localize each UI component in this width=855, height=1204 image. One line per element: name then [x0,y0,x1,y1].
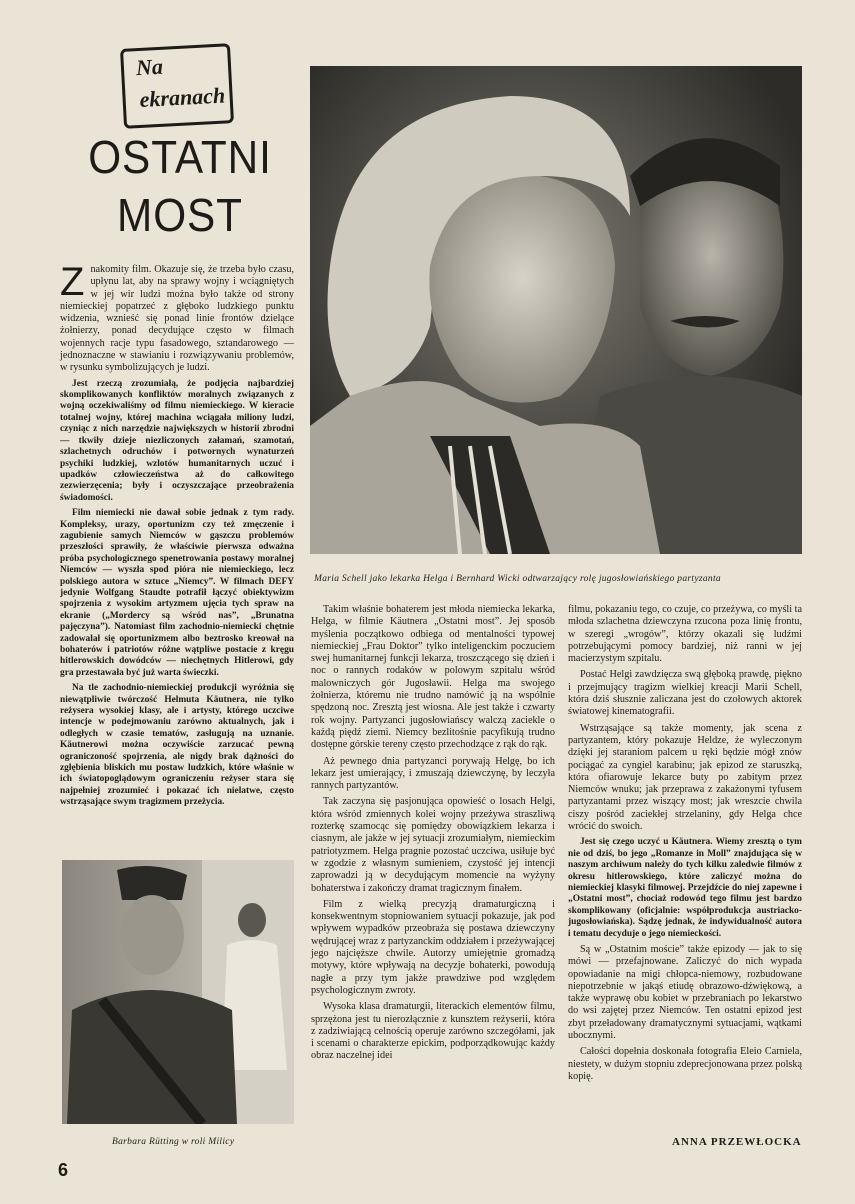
small-photo-caption: Barbara Rütting w roli Milicy [112,1137,235,1147]
rubric-line-1: Na [135,53,164,81]
column3-paragraph-5: Są w „Ostatnim moście” także epizody — jak to się mówi — przefajnowane. Zaliczyć do nich wypada opowiadanie na migi chłopca-niemowy, rozbudowane niepotrzebnie w jakąś etiudę obrazowo-dźwiękową, a także wyprawę obu kobiet w przebraniach po lekarstwo do wsi zajętej przez Niemców. Ten ostatni epizod jest zbyt przeładowany dramatycznymi sytuacjami, wątkami ubocznymi. [568,944,802,1042]
main-photo-caption: Maria Schell jako lekarka Helga i Bernhard Wicki odtwarzający rolę jugosłowiańskiego partyzanta [314,574,721,584]
column3-paragraph-4: Jest się czego uczyć u Käutnera. Wiemy zresztą o tym nie od dziś, bo jego „Romanze in Moll” znajdująca się w naszym archiwum należy do tych kilku zaledwie filmów z okresu hitlerowskiego, które zaliczyć można do niemieckiej klasyki filmowej. Przejdźcie do niej zapewne i „Ostatni most”, chociaż rodowód tego filmu jest bardzo skomplikowany (oficjalnie: współprodukcja austriacko-jugosłowiańska). Sądzę jednak, że indywidualność autora i tematu decyduje o jego niemieckości. [568,837,802,939]
author-signature: ANNA PRZEWŁOCKA [672,1136,802,1148]
section-rubric-badge [120,43,234,129]
column2-paragraph-1: Takim właśnie bohaterem jest młoda niemiecka lekarka, Helga, w filmie Käutnera „Ostatni most”. Jej sposób myślenia początkowo odbiega od mentalności typowej niemieckiej „Frau Doktor” tylko inteligenckim poczuciem swej humanitarnej funkcji lekarza, troszczącego się dzień i noc o rannych rodaków w polowym szpitalu wśród malowniczych gór Jugosławii. Helga ma swojego żołnierza, któremu nie trudno namówić ją na wspólnie spędzoną noc. Zresztą jest wiosna. Ale jest także i czwarty rok wojny. Partyzanci jugosłowiańscy walczą zaciekle o każdą piędź ziemi. Niemcy bezlitośnie pacyfikują trudno dostępne górskie tereny często przechodzące z rąk do rąk. [311,604,555,751]
rubric-line-2: ekranach [138,82,226,112]
article-column-1 [60,260,294,813]
small-film-still [62,860,294,1124]
column1-paragraph-3: Film niemiecki nie dawał sobie jednak z tym rady. Kompleksy, urazy, oportunizm czy też zmęczenie i zagubienie samych Niemców w gąszczu problemów przeszłości sprawiły, że właściwie pierwsza odważna próba psychologicznego spenetrowania postawy moralnej Niemców — wyszła spod pióra nie niemieckiego, lecz polskiego autora w sztuce „Niemcy”. W filmach DEFY jedynie Wolfgang Staudte potrafił łączyć obiektywizm spojrzenia z wysokim artyzmem ujęcia tych spraw na ekranie („Mordercy są wśród nas”, „Brunatna pajęczyna”). Natomiast film zachodnio-niemiecki chętnie zadowalał się oportunizmem albo beztrosko kreował na bohaterów i patriotów różne wątpliwe postacie z kręgu hitlerowskich dowódców — niechętnych Hitlerowi, gdy gra przestawała być już warta świeczki. [60,508,294,678]
article-column-3 [568,604,802,1087]
column2-paragraph-2: Aż pewnego dnia partyzanci porywają Helgę, bo ich lekarz jest umierający, i zmuszają dziewczynę, by leczyła rannych partyzantów. [311,755,555,792]
column3-paragraph-6: Całości dopełnia doskonała fotografia Eleio Carniela, niestety, w dużym stopniu zdeprecjonowana przez polską kopię. [568,1046,802,1082]
main-photo-image [310,66,802,554]
column1-paragraph-1: Znakomity film. Okazuje się, że trzeba było czasu, upłynu lat, aby na sprawy wojny i wciągniętych w jej wir ludzi można było także od strony niemieckiej popatrzeć z głęboko ludzkiego punktu widzenia, wznieść się ponad linie frontów dzielące żołnierzy, ponad decydujące często w filmach wojennych racje typu fasadowego, sztandarowego — jednoznaczne w stawianiu i rozwiązywaniu problemów, w rysunku symbolizujących je ludzi. [60,260,294,374]
column2-paragraph-5: Wysoka klasa dramaturgii, literackich elementów filmu, sprzężona jest tu nierozłącznie z kunsztem reżyserii, która z zadziwiającą celnością operuje zarówno szczegółami, jak i scenami o charakterze epickim, podporządkowując każdy obraz naczelnej idei [311,1001,555,1062]
column3-paragraph-2: Postać Helgi zawdzięcza swą głęboką prawdę, piękno i przejmujący tragizm wielkiej kreacji Marii Schell, która dziś słusznie zaliczana jest do czołowych aktorek światowej kinematografii. [568,669,802,718]
title-line-1: OSTATNI [88,131,272,183]
column3-paragraph-1: filmu, pokazaniu tego, co czuje, co przeżywa, co myśli ta młoda szlachetna dziewczyna rzucona poza linię frontu, w szeregi „wrogów”, którzy okazali się ludźmi potrzebującymi pomocy bardziej, niż ranni w jej macierzystym szpitalu. [568,604,802,665]
article-title [70,128,291,244]
title-line-2: MOST [117,189,243,241]
column1-paragraph-2: Jest rzeczą zrozumiałą, że podjęcia najbardziej skomplikowanych konfliktów moralnych związanych z wojną oczekiwaliśmy od filmu niemieckiego. W kieracie totalnej wojny, której machina wciągała miliony ludzi, czyniąc z nich narzędzie największych w historii zbrodni — tkwiły dzieje niezliczonych załamań, szamotań, szlachetnych odruchów i potwornych wynaturzeń psychiki ludzkiej, wzlotów humanitarnych uczuć i upadków człowieczeństwa aż do całkowitego zezwierzęcenia; były i oczyszczające przeobrażenia świadomości. [60,378,294,503]
column2-paragraph-3: Tak zaczyna się pasjonująca opowieść o losach Helgi, która wśród zmiennych kolei wojny przeżywa straszliwą rozterkę szamocąc się pomiędzy obowiązkiem lekarza i ciasnym, ale jakże w jej sytuacji zrozumiałym, niemieckim patriotyzmem. Helga pragnie pozostać uczciwa, usiłuje być w zgodzie z własnym sumieniem, czystość jej intencji zaprowadzi ją w decydującym momencie na wyżyny bohaterstwa i zakończy dramat tragicznym finałem. [311,796,555,894]
column3-paragraph-3: Wstrząsające są także momenty, jak scena z partyzantem, który pokazuje Heldze, że wyleczonym dzięki jej staraniom palcem u ręki będzie mógł znów pociągać za cyngiel karabinu; jak epizod ze staruszką, która ofiarowuje lekarce buty po zabitym przez Niemców wnuku; jak przeprawa z zakażonymi tyfusem partyzantami przez wiszący most; jak wreszcie chwila ciszy pośród zaciekłej strzelaniny, gdy Helga chce wrócić do swoich. [568,722,802,833]
article-column-2 [311,604,555,1067]
small-photo-image [62,860,294,1124]
main-film-still [310,66,802,554]
column1-paragraph-4: Na tle zachodnio-niemieckiej produkcji wyróżnia się niewątpliwie twórczość Helmuta Käutnera, nie tylko reżysera wysokiej klasy, ale i artysty, którego uczciwe intencje w podejmowaniu zarówno aktualnych, jak i odległych w czasie tematów, zasługują na uznanie. Käutnerowi można oczywiście zarzucać pewną ograniczoność spojrzenia, ale nigdy brak dążności do zgłębienia bliskich mu postaw ludzkich, które właśnie w ich światopoglądowym ograniczeniu reżyser stara się najpełniej zrozumieć i pokazać ich nielatwe, często wstrząsające swym tragizmem przeżycia. [60,683,294,808]
drop-cap: Z [60,260,85,304]
page-number: 6 [58,1160,69,1180]
column2-paragraph-4: Film z wielką precyzją dramaturgiczną i konsekwentnym stopniowaniem sytuacji pokazuje, jak pod wpływem wypadków przeobraża się postawa dziewczyny wędrującej wraz z partyzanckim oddziałem i przeżywającej jego najcięższe chwile. Autorzy umiejętnie gromadzą motywy, które wpływają na decyzje bohaterki, powodują nagłe a przy tym jakże prawdziwe pod względem psychologicznym zwroty. [311,898,555,996]
